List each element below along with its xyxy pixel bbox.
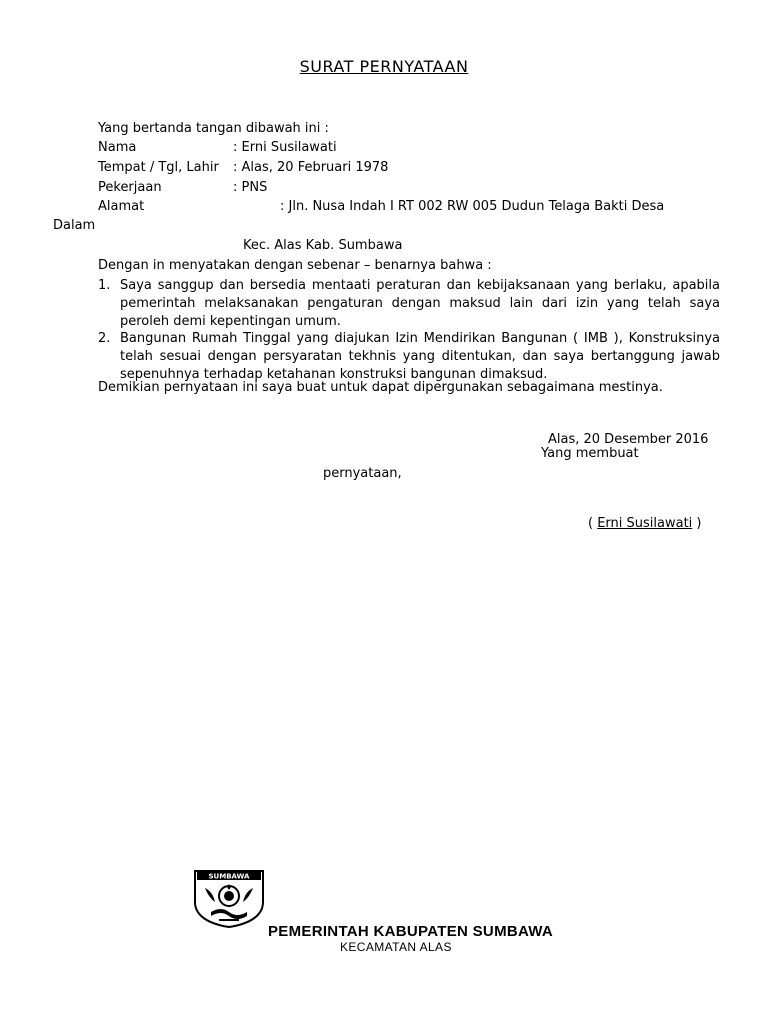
- list-item: [98, 277, 720, 331]
- logo-text: SUMBAWA: [208, 872, 250, 881]
- place-date: Alas, 20 Desember 2016: [548, 432, 709, 447]
- signature-block: [588, 516, 702, 532]
- list-number: 2.: [98, 331, 111, 346]
- field-row-nama: [98, 140, 337, 156]
- address-value-wrap: Dalam: [53, 218, 96, 233]
- signature-paren-open: (: [588, 516, 598, 531]
- field-row-pekerjaan: [98, 180, 267, 196]
- closing-text: Demikian pernyataan ini saya buat untuk dapat dipergunakan sebagaimana mestinya.: [98, 380, 663, 395]
- sumbawa-emblem-icon: [191, 868, 267, 928]
- field-row-ttl: [98, 160, 388, 176]
- list-text: Saya sanggup dan bersedia mentaati peraturan dan kebijaksanaan yang berlaku, apabila pemerintah melaksanakan pengaturan dengan maksud lain dari izin yang telah saya peroleh demi kepentingan umum.: [120, 278, 720, 329]
- field-label: Tempat / Tgl, Lahir: [98, 160, 219, 175]
- address-value-line1: : Jln. Nusa Indah I RT 002 RW 005 Dudun Telaga Bakti Desa: [280, 199, 665, 214]
- field-value: : Erni Susilawati: [233, 140, 337, 155]
- field-label: Pekerjaan: [98, 180, 162, 195]
- list-number: 1.: [98, 278, 111, 293]
- intro-text: Yang bertanda tangan dibawah ini :: [98, 121, 329, 136]
- field-value: : PNS: [233, 180, 268, 195]
- district-name: KECAMATAN ALAS: [340, 940, 452, 954]
- address-value-line2: Kec. Alas Kab. Sumbawa: [243, 238, 403, 253]
- letter-title: SURAT PERNYATAAN: [299, 57, 469, 76]
- field-label: Nama: [98, 140, 137, 155]
- address-label: Alamat: [98, 199, 145, 214]
- signer-line1: Yang membuat: [541, 446, 639, 461]
- list-item: [98, 330, 720, 384]
- signature-name: Erni Susilawati: [597, 516, 693, 531]
- signature-paren-close: ): [692, 516, 702, 531]
- statement-intro: Dengan in menyatakan dengan sebenar – benarnya bahwa :: [98, 258, 492, 273]
- field-value: : Alas, 20 Februari 1978: [233, 160, 389, 175]
- list-text: Bangunan Rumah Tinggal yang diajukan Izin Mendirikan Bangunan ( IMB ), Konstruksinya telah sesuai dengan persyaratan tekhnis yang ditentukan, dan saya bertanggung jawab sepenuhnya terhadap ketahanan konstruksi bangunan dimaksud.: [120, 331, 720, 382]
- government-name: PEMERINTAH KABUPATEN SUMBAWA: [268, 923, 554, 940]
- signer-line2: pernyataan,: [323, 466, 402, 481]
